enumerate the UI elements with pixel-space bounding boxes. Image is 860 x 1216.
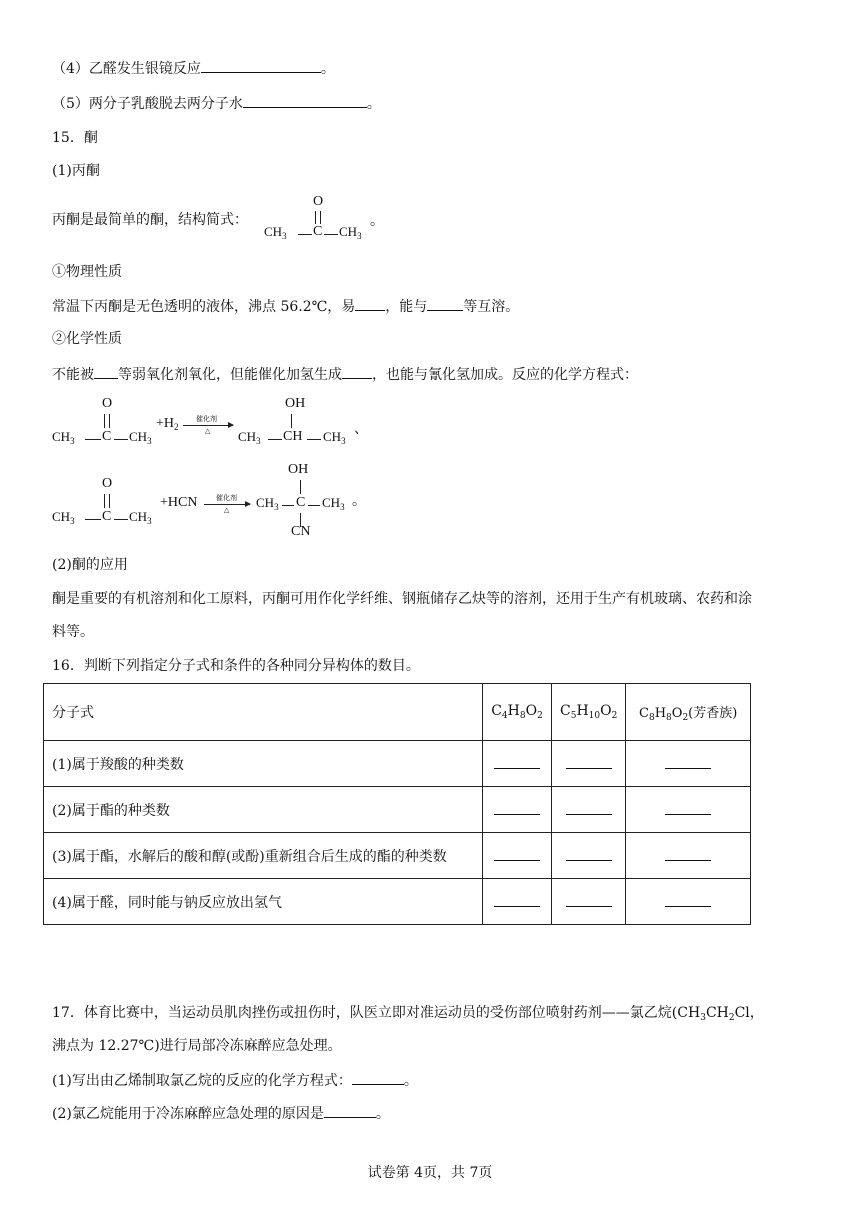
q15-sub2: (2)酮的应用 bbox=[52, 557, 128, 573]
answer-blank[interactable] bbox=[355, 296, 385, 311]
q15-chem-text: 不能被 等弱氧化剂氧化，但能催化加氢生成 ，也能与氰化氢加成。反应的化学方程式： bbox=[52, 364, 638, 385]
q15-title: 15．酮 bbox=[52, 130, 98, 146]
answer-blank[interactable] bbox=[324, 1103, 376, 1118]
answer-blank[interactable] bbox=[665, 892, 711, 907]
answer-blank[interactable] bbox=[665, 846, 711, 861]
acetone-structure: O $CH_3$ C $CH_3$ 。 bbox=[264, 194, 384, 241]
answer-blank[interactable] bbox=[427, 296, 463, 311]
formula-c5h10o2: $C_5H_{10}O_2$ bbox=[552, 684, 626, 741]
q15-phys-text: 常温下丙酮是无色透明的液体，沸点 56.2℃，易 ，能与 等互溶。 bbox=[52, 296, 519, 317]
q14-item5: （5）两分子乳酸脱去两分子水 。 bbox=[52, 93, 381, 114]
reaction-hcn-addition: O $CH_3$ C $CH_3$ +HCN 催化剂 △ OH $CH_3$ C $CH_3$ 。 CN bbox=[52, 462, 366, 539]
answer-blank[interactable] bbox=[665, 754, 711, 769]
reaction-arrow bbox=[204, 504, 250, 505]
table-header-row bbox=[44, 684, 751, 741]
q17-sub2: (2)氯乙烷能用于冷冻麻醉应急处理的原因是 。 bbox=[52, 1103, 390, 1124]
answer-blank[interactable] bbox=[94, 364, 118, 379]
isomer-table bbox=[43, 683, 751, 925]
q17-sub1: (1)写出由乙烯制取氯乙烷的反应的化学方程式： 。 bbox=[52, 1070, 418, 1091]
answer-blank[interactable] bbox=[494, 846, 540, 861]
q17-line2: 沸点为 12.27℃)进行局部冷冻麻醉应急处理。 bbox=[52, 1038, 342, 1054]
table-row: (3)属于酯，水解后的酸和醇(或酚)重新组合后生成的酯的种类数 bbox=[44, 833, 751, 879]
q15-sub1: (1)丙酮 bbox=[52, 163, 100, 179]
q15-intro: 丙酮是最简单的酮，结构简式： bbox=[52, 212, 248, 228]
table-header-label: 分子式 bbox=[44, 684, 483, 741]
answer-blank[interactable] bbox=[494, 892, 540, 907]
answer-blank[interactable] bbox=[201, 58, 321, 73]
q14-item4: （4）乙醛发生银镜反应 。 bbox=[52, 58, 335, 79]
q15-phys-title: ①物理性质 bbox=[52, 264, 122, 280]
q15-app-line2: 料等。 bbox=[52, 624, 94, 640]
answer-blank[interactable] bbox=[665, 800, 711, 815]
formula-c4h8o2: $C_4H_8O_2$ bbox=[483, 684, 552, 741]
answer-blank[interactable] bbox=[243, 93, 367, 108]
q17-line1: 17．体育比赛中，当运动员肌肉挫伤或扭伤时，队医立即对准运动员的受伤部位喷射药剂——氯乙烷($CH_3CH_2Cl$， bbox=[52, 1005, 764, 1023]
formula-c8h8o2: $C_8H_8O_2$(芳香族) bbox=[626, 684, 751, 741]
page-footer: 试卷第 4页，共 7页 bbox=[367, 1165, 493, 1181]
answer-blank[interactable] bbox=[566, 754, 612, 769]
answer-blank[interactable] bbox=[494, 754, 540, 769]
table-row: (1)属于羧酸的种类数 bbox=[44, 741, 751, 787]
answer-blank[interactable] bbox=[566, 892, 612, 907]
answer-blank[interactable] bbox=[494, 800, 540, 815]
reaction-hydrogenation: O $CH_3$ C $CH_3$ $+H_2$ 催化剂 △ OH $CH_3$ CH $CH_3$ 、 bbox=[52, 396, 368, 446]
q15-chem-title: ②化学性质 bbox=[52, 331, 122, 347]
answer-blank[interactable] bbox=[352, 1070, 404, 1085]
table-row: (4)属于醛，同时能与钠反应放出氢气 bbox=[44, 879, 751, 925]
table-row: (2)属于酯的种类数 bbox=[44, 787, 751, 833]
q15-app-line1: 酮是重要的有机溶剂和化工原料，丙酮可用作化学纤维、钢瓶储存乙炔等的溶剂，还用于生产有机玻璃、农药和涂 bbox=[52, 591, 752, 607]
answer-blank[interactable] bbox=[566, 800, 612, 815]
answer-blank[interactable] bbox=[342, 364, 372, 379]
reaction-arrow bbox=[183, 425, 233, 426]
q16-title: 16．判断下列指定分子式和条件的各种同分异构体的数目。 bbox=[52, 658, 420, 674]
answer-blank[interactable] bbox=[566, 846, 612, 861]
